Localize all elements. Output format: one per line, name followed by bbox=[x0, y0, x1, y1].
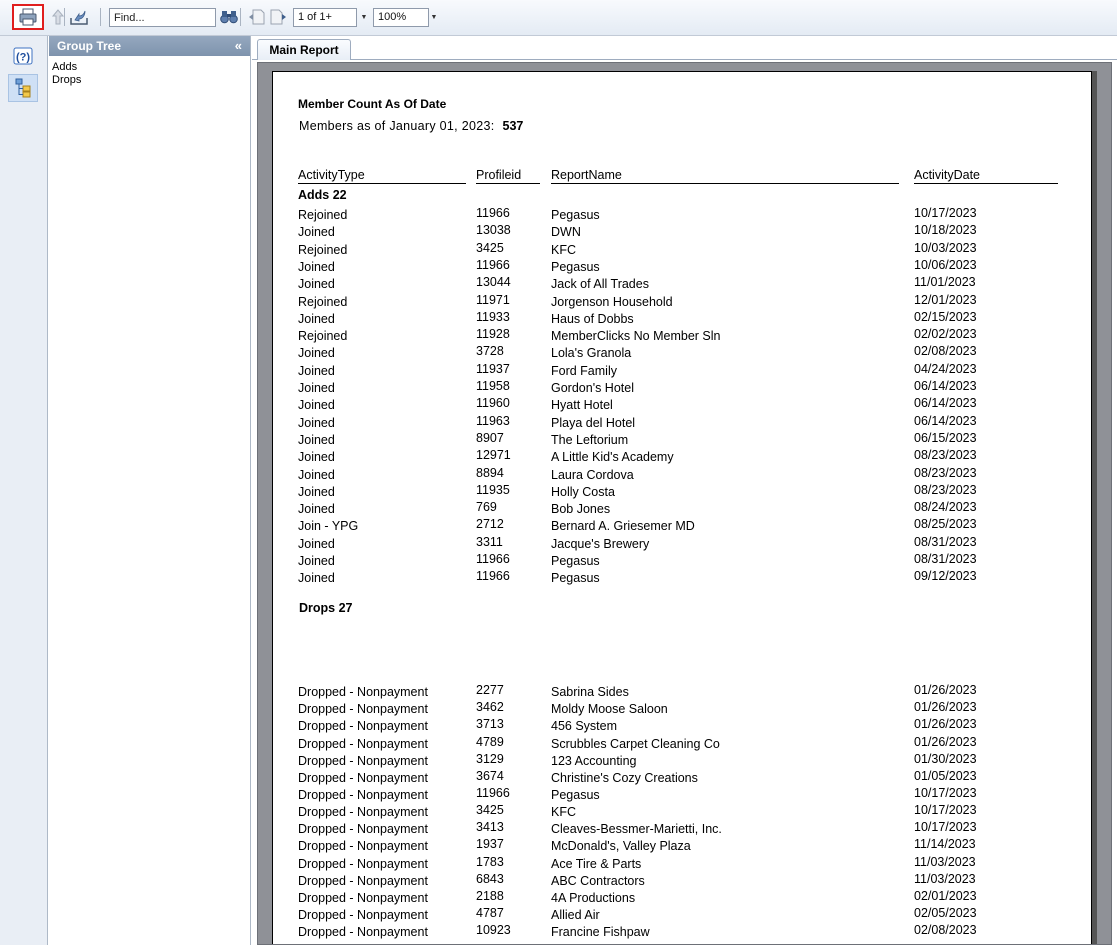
activity-date-cell: 01/05/2023 bbox=[914, 768, 977, 783]
report-name-cell: McDonald's, Valley Plaza bbox=[551, 839, 691, 854]
table-row bbox=[273, 346, 1073, 362]
export-button[interactable] bbox=[68, 7, 90, 27]
table-row bbox=[273, 822, 1073, 838]
profile-id-cell: 13044 bbox=[476, 275, 511, 290]
table-row bbox=[273, 805, 1073, 821]
toolbar bbox=[0, 0, 1117, 36]
table-row bbox=[273, 519, 1073, 535]
report-name-cell: 4A Productions bbox=[551, 890, 636, 905]
report-name-cell: Pegasus bbox=[551, 554, 600, 568]
activity-date-cell: 08/24/2023 bbox=[914, 500, 977, 515]
parent-group-button[interactable] bbox=[47, 7, 69, 27]
report-name-cell: Scrubbles Carpet Cleaning Co bbox=[551, 736, 720, 751]
profile-id-cell: 11966 bbox=[476, 569, 510, 584]
report-name-cell: Allied Air bbox=[551, 908, 600, 922]
report-name-cell: Pegasus bbox=[551, 571, 600, 586]
profile-id-cell: 11966 bbox=[476, 552, 510, 566]
report-page bbox=[272, 71, 1092, 945]
toolbar-separator bbox=[240, 8, 241, 26]
profile-id-cell: 11960 bbox=[476, 396, 510, 411]
activity-date-cell: 06/14/2023 bbox=[914, 379, 977, 393]
report-name-cell: MemberClicks No Member Sln bbox=[551, 329, 721, 344]
help-icon bbox=[13, 47, 33, 65]
dropdown-arrow-icon: ▼ bbox=[360, 14, 368, 21]
table-row bbox=[273, 430, 1073, 449]
profile-id-cell: 3713 bbox=[476, 717, 504, 732]
table-row bbox=[273, 534, 1073, 553]
activity-date-cell: 11/03/2023 bbox=[914, 871, 976, 886]
table-row bbox=[273, 719, 1073, 735]
table-row bbox=[273, 361, 1073, 380]
activity-type-cell: Joined bbox=[298, 311, 335, 326]
table-row bbox=[273, 554, 1073, 570]
table-row bbox=[273, 257, 1073, 276]
activity-date-cell: 02/05/2023 bbox=[914, 906, 977, 920]
report-name-cell: Bob Jones bbox=[551, 502, 611, 517]
profile-id-cell: 3425 bbox=[476, 803, 504, 817]
previous-page-button[interactable] bbox=[246, 7, 268, 27]
report-name-cell: Bernard A. Griesemer MD bbox=[551, 519, 695, 534]
activity-type-cell: Joined bbox=[298, 484, 335, 499]
find-input[interactable] bbox=[109, 8, 216, 27]
report-name-cell: Holly Costa bbox=[551, 484, 615, 499]
table-row bbox=[273, 465, 1073, 484]
activity-type-cell: Dropped - Nonpayment bbox=[298, 822, 428, 837]
activity-type-cell: Dropped - Nonpayment bbox=[298, 908, 428, 922]
report-title: Member Count As Of Date bbox=[298, 97, 447, 111]
report-main-area bbox=[252, 36, 1117, 945]
activity-date-cell: 02/02/2023 bbox=[914, 327, 977, 342]
group-tree-panel bbox=[49, 36, 251, 945]
profile-id-cell: 2188 bbox=[476, 888, 504, 903]
report-viewer[interactable] bbox=[257, 62, 1112, 945]
activity-type-cell: Dropped - Nonpayment bbox=[298, 873, 428, 888]
print-button[interactable] bbox=[12, 4, 44, 30]
profile-id-cell: 3674 bbox=[476, 768, 504, 783]
members-label: Members as of January 01, 2023: bbox=[299, 119, 495, 133]
report-name-cell: KFC bbox=[551, 805, 576, 819]
profile-id-cell: 11928 bbox=[476, 327, 510, 342]
report-name-cell: Jacque's Brewery bbox=[551, 536, 650, 551]
members-count: 537 bbox=[502, 119, 524, 133]
tree-view-icon bbox=[14, 78, 32, 98]
table-row bbox=[273, 571, 1073, 587]
activity-type-cell: Joined bbox=[298, 571, 335, 586]
profile-id-cell: 11971 bbox=[476, 292, 510, 307]
activity-type-cell: Dropped - Nonpayment bbox=[298, 839, 428, 854]
activity-date-cell: 11/01/2023 bbox=[914, 275, 976, 290]
activity-type-cell: Dropped - Nonpayment bbox=[298, 805, 428, 819]
activity-date-cell: 01/26/2023 bbox=[914, 700, 977, 715]
report-name-cell: Moldy Moose Saloon bbox=[551, 702, 668, 717]
report-name-cell: Gordon's Hotel bbox=[551, 381, 634, 395]
activity-date-cell: 06/15/2023 bbox=[914, 430, 977, 445]
table-row bbox=[273, 502, 1073, 518]
binoculars-icon bbox=[220, 10, 238, 24]
collapse-panel-button[interactable]: « bbox=[234, 38, 242, 53]
activity-date-cell: 10/17/2023 bbox=[914, 820, 977, 835]
table-row bbox=[273, 309, 1073, 328]
activity-type-cell: Joined bbox=[298, 467, 335, 482]
prev-page-icon bbox=[248, 9, 266, 25]
activity-type-cell: Rejoined bbox=[298, 208, 348, 222]
report-name-cell: Pegasus bbox=[551, 787, 600, 802]
zoom-field[interactable]: 100% bbox=[373, 8, 429, 27]
tab-main-report[interactable]: Main Report bbox=[257, 39, 351, 60]
activity-type-cell: Rejoined bbox=[298, 329, 348, 344]
activity-date-cell: 02/01/2023 bbox=[914, 888, 977, 903]
table-row bbox=[273, 839, 1073, 855]
activity-type-cell: Joined bbox=[298, 381, 335, 395]
profile-id-cell: 11933 bbox=[476, 309, 510, 324]
profile-id-cell: 8894 bbox=[476, 465, 504, 480]
table-row bbox=[273, 854, 1073, 873]
activity-date-cell: 08/23/2023 bbox=[914, 448, 977, 463]
activity-date-cell: 10/18/2023 bbox=[914, 223, 977, 238]
report-name-cell: Francine Fishpaw bbox=[551, 925, 650, 940]
profile-id-cell: 3462 bbox=[476, 700, 504, 715]
group-tree-node-drops[interactable]: Drops bbox=[52, 74, 82, 86]
group-tree-node-adds[interactable]: Adds bbox=[52, 61, 78, 73]
report-name-cell: DWN bbox=[551, 225, 581, 240]
column-header-profileid: Profileid bbox=[476, 168, 540, 184]
activity-type-cell: Dropped - Nonpayment bbox=[298, 719, 428, 734]
profile-id-cell: 8907 bbox=[476, 430, 504, 445]
activity-type-cell: Rejoined bbox=[298, 294, 348, 309]
table-row bbox=[273, 413, 1073, 432]
table-row bbox=[273, 785, 1073, 804]
table-row bbox=[273, 768, 1073, 787]
activity-type-cell: Dropped - Nonpayment bbox=[298, 787, 428, 802]
table-row bbox=[273, 240, 1073, 259]
table-row bbox=[273, 888, 1073, 907]
up-arrow-icon bbox=[51, 8, 65, 26]
report-name-cell: Pegasus bbox=[551, 208, 600, 222]
activity-type-cell: Dropped - Nonpayment bbox=[298, 753, 428, 768]
table-row bbox=[273, 277, 1073, 293]
table-row bbox=[273, 225, 1073, 241]
group-header: Adds 22 bbox=[298, 188, 347, 202]
report-name-cell: Pegasus bbox=[551, 259, 600, 274]
column-header-activitytype: ActivityType bbox=[298, 168, 466, 184]
profile-id-cell: 3728 bbox=[476, 344, 504, 359]
table-row bbox=[273, 450, 1073, 466]
report-name-cell: 123 Accounting bbox=[551, 753, 637, 768]
activity-type-cell: Joined bbox=[298, 502, 335, 517]
page-number-field[interactable]: 1 of 1+ bbox=[293, 8, 357, 27]
find-button[interactable] bbox=[218, 7, 240, 27]
activity-date-cell: 01/26/2023 bbox=[914, 683, 977, 697]
profile-id-cell: 1937 bbox=[476, 837, 504, 852]
activity-date-cell: 02/08/2023 bbox=[914, 923, 977, 938]
report-name-cell: Haus of Dobbs bbox=[551, 311, 634, 326]
profile-id-cell: 3413 bbox=[476, 820, 504, 835]
profile-id-cell: 2712 bbox=[476, 517, 504, 532]
report-name-cell: KFC bbox=[551, 242, 576, 257]
report-name-cell: Christine's Cozy Creations bbox=[551, 770, 698, 785]
report-name-cell: Lola's Granola bbox=[551, 346, 632, 361]
profile-id-cell: 3311 bbox=[476, 534, 503, 549]
report-name-cell: Hyatt Hotel bbox=[551, 398, 613, 413]
dropdown-arrow-icon: ▼ bbox=[430, 14, 438, 21]
table-row bbox=[273, 329, 1073, 345]
table-row bbox=[273, 871, 1073, 890]
column-header-reportname: ReportName bbox=[551, 168, 899, 184]
activity-date-cell: 08/31/2023 bbox=[914, 534, 977, 549]
activity-type-cell: Joined bbox=[298, 536, 335, 551]
activity-type-cell: Join - YPG bbox=[298, 519, 359, 534]
activity-type-cell: Dropped - Nonpayment bbox=[298, 925, 428, 940]
activity-date-cell: 02/08/2023 bbox=[914, 344, 977, 359]
table-row bbox=[273, 398, 1073, 414]
table-row bbox=[273, 908, 1073, 924]
profile-id-cell: 11966 bbox=[476, 206, 510, 220]
activity-type-cell: Dropped - Nonpayment bbox=[298, 856, 428, 871]
activity-type-cell: Dropped - Nonpayment bbox=[298, 702, 428, 717]
profile-id-cell: 11937 bbox=[476, 361, 510, 376]
export-icon bbox=[69, 8, 89, 26]
side-icon-strip bbox=[0, 36, 48, 945]
report-name-cell: Ford Family bbox=[551, 363, 617, 378]
profile-id-cell: 11958 bbox=[476, 379, 510, 393]
profile-id-cell: 12971 bbox=[476, 448, 511, 463]
activity-date-cell: 01/26/2023 bbox=[914, 734, 977, 749]
profile-id-cell: 10923 bbox=[476, 923, 511, 938]
activity-date-cell: 10/17/2023 bbox=[914, 803, 977, 817]
activity-type-cell: Joined bbox=[298, 259, 335, 274]
activity-type-cell: Joined bbox=[298, 277, 335, 292]
page-dropdown-button[interactable] bbox=[358, 8, 370, 27]
activity-type-cell: Joined bbox=[298, 415, 335, 430]
group-tree-title: Group Tree bbox=[57, 39, 122, 53]
profile-id-cell: 4789 bbox=[476, 734, 504, 749]
profile-id-cell: 11966 bbox=[476, 785, 510, 800]
report-name-cell: Playa del Hotel bbox=[551, 415, 636, 430]
activity-type-cell: Joined bbox=[298, 346, 335, 361]
profile-id-cell: 1783 bbox=[476, 854, 504, 869]
activity-date-cell: 12/01/2023 bbox=[914, 292, 977, 307]
group-header: Drops 27 bbox=[299, 601, 353, 615]
print-icon bbox=[18, 8, 38, 26]
activity-type-cell: Joined bbox=[298, 363, 335, 378]
activity-type-cell: Joined bbox=[298, 398, 335, 413]
activity-date-cell: 04/24/2023 bbox=[914, 361, 977, 376]
report-name-cell: Jorgenson Household bbox=[551, 294, 673, 309]
report-name-cell: Ace Tire & Parts bbox=[551, 856, 642, 871]
group-tree-header bbox=[49, 36, 250, 56]
profile-id-cell: 3129 bbox=[476, 751, 504, 766]
table-row bbox=[273, 685, 1073, 701]
tab-bar bbox=[252, 36, 1117, 60]
activity-type-cell: Rejoined bbox=[298, 242, 348, 257]
activity-date-cell: 11/03/2023 bbox=[914, 854, 976, 869]
activity-type-cell: Dropped - Nonpayment bbox=[298, 736, 428, 751]
table-row bbox=[273, 482, 1073, 501]
report-name-cell: ABC Contractors bbox=[551, 873, 645, 888]
activity-date-cell: 08/31/2023 bbox=[914, 552, 977, 566]
table-row bbox=[273, 381, 1073, 397]
activity-date-cell: 06/14/2023 bbox=[914, 396, 977, 411]
report-name-cell: Laura Cordova bbox=[551, 467, 634, 482]
report-name-cell: 456 System bbox=[551, 719, 618, 734]
toolbar-separator bbox=[64, 8, 65, 26]
activity-type-cell: Dropped - Nonpayment bbox=[298, 770, 428, 785]
profile-id-cell: 11935 bbox=[476, 482, 510, 497]
activity-date-cell: 06/14/2023 bbox=[914, 413, 977, 428]
activity-type-cell: Dropped - Nonpayment bbox=[298, 890, 428, 905]
svg-text:(?): (?) bbox=[15, 51, 31, 64]
column-header-activitydate: ActivityDate bbox=[914, 168, 1058, 184]
profile-id-cell: 769 bbox=[476, 500, 497, 515]
table-row bbox=[273, 292, 1073, 311]
activity-type-cell: Dropped - Nonpayment bbox=[298, 685, 428, 699]
activity-type-cell: Joined bbox=[298, 432, 335, 447]
activity-date-cell: 08/23/2023 bbox=[914, 482, 977, 497]
activity-type-cell: Joined bbox=[298, 554, 335, 568]
activity-date-cell: 08/25/2023 bbox=[914, 517, 977, 532]
zoom-dropdown-button[interactable] bbox=[428, 8, 440, 27]
report-name-cell: A Little Kid's Academy bbox=[551, 450, 674, 465]
activity-date-cell: 10/17/2023 bbox=[914, 785, 977, 800]
next-page-button[interactable] bbox=[267, 7, 289, 27]
activity-date-cell: 01/30/2023 bbox=[914, 751, 977, 766]
table-row bbox=[273, 925, 1073, 941]
profile-id-cell: 11963 bbox=[476, 413, 510, 428]
toolbar-separator bbox=[100, 8, 101, 26]
table-row bbox=[273, 751, 1073, 770]
table-row bbox=[273, 702, 1073, 718]
table-row bbox=[273, 734, 1073, 753]
activity-date-cell: 10/06/2023 bbox=[914, 257, 977, 272]
next-page-icon bbox=[269, 9, 287, 25]
table-row bbox=[273, 208, 1073, 224]
report-name-cell: Jack of All Trades bbox=[551, 277, 649, 292]
profile-id-cell: 13038 bbox=[476, 223, 511, 238]
activity-date-cell: 10/17/2023 bbox=[914, 206, 977, 220]
profile-id-cell: 2277 bbox=[476, 683, 504, 697]
activity-type-cell: Joined bbox=[298, 225, 335, 240]
activity-date-cell: 09/12/2023 bbox=[914, 569, 977, 584]
activity-date-cell: 11/14/2023 bbox=[914, 837, 976, 852]
activity-date-cell: 02/15/2023 bbox=[914, 309, 977, 324]
group-tree-toggle-button[interactable] bbox=[8, 74, 38, 102]
activity-date-cell: 08/23/2023 bbox=[914, 465, 977, 480]
report-name-cell: Sabrina Sides bbox=[551, 685, 629, 699]
profile-id-cell: 4787 bbox=[476, 906, 504, 920]
activity-type-cell: Joined bbox=[298, 450, 335, 465]
report-name-cell: The Leftorium bbox=[551, 432, 629, 447]
activity-date-cell: 01/26/2023 bbox=[914, 717, 977, 732]
report-name-cell: Cleaves-Bessmer-Marietti, Inc. bbox=[551, 822, 722, 837]
members-summary bbox=[299, 119, 523, 133]
profile-id-cell: 3425 bbox=[476, 240, 504, 255]
activity-date-cell: 10/03/2023 bbox=[914, 240, 977, 255]
profile-id-cell: 11966 bbox=[476, 257, 510, 272]
profile-id-cell: 6843 bbox=[476, 871, 504, 886]
help-button[interactable] bbox=[8, 42, 38, 70]
